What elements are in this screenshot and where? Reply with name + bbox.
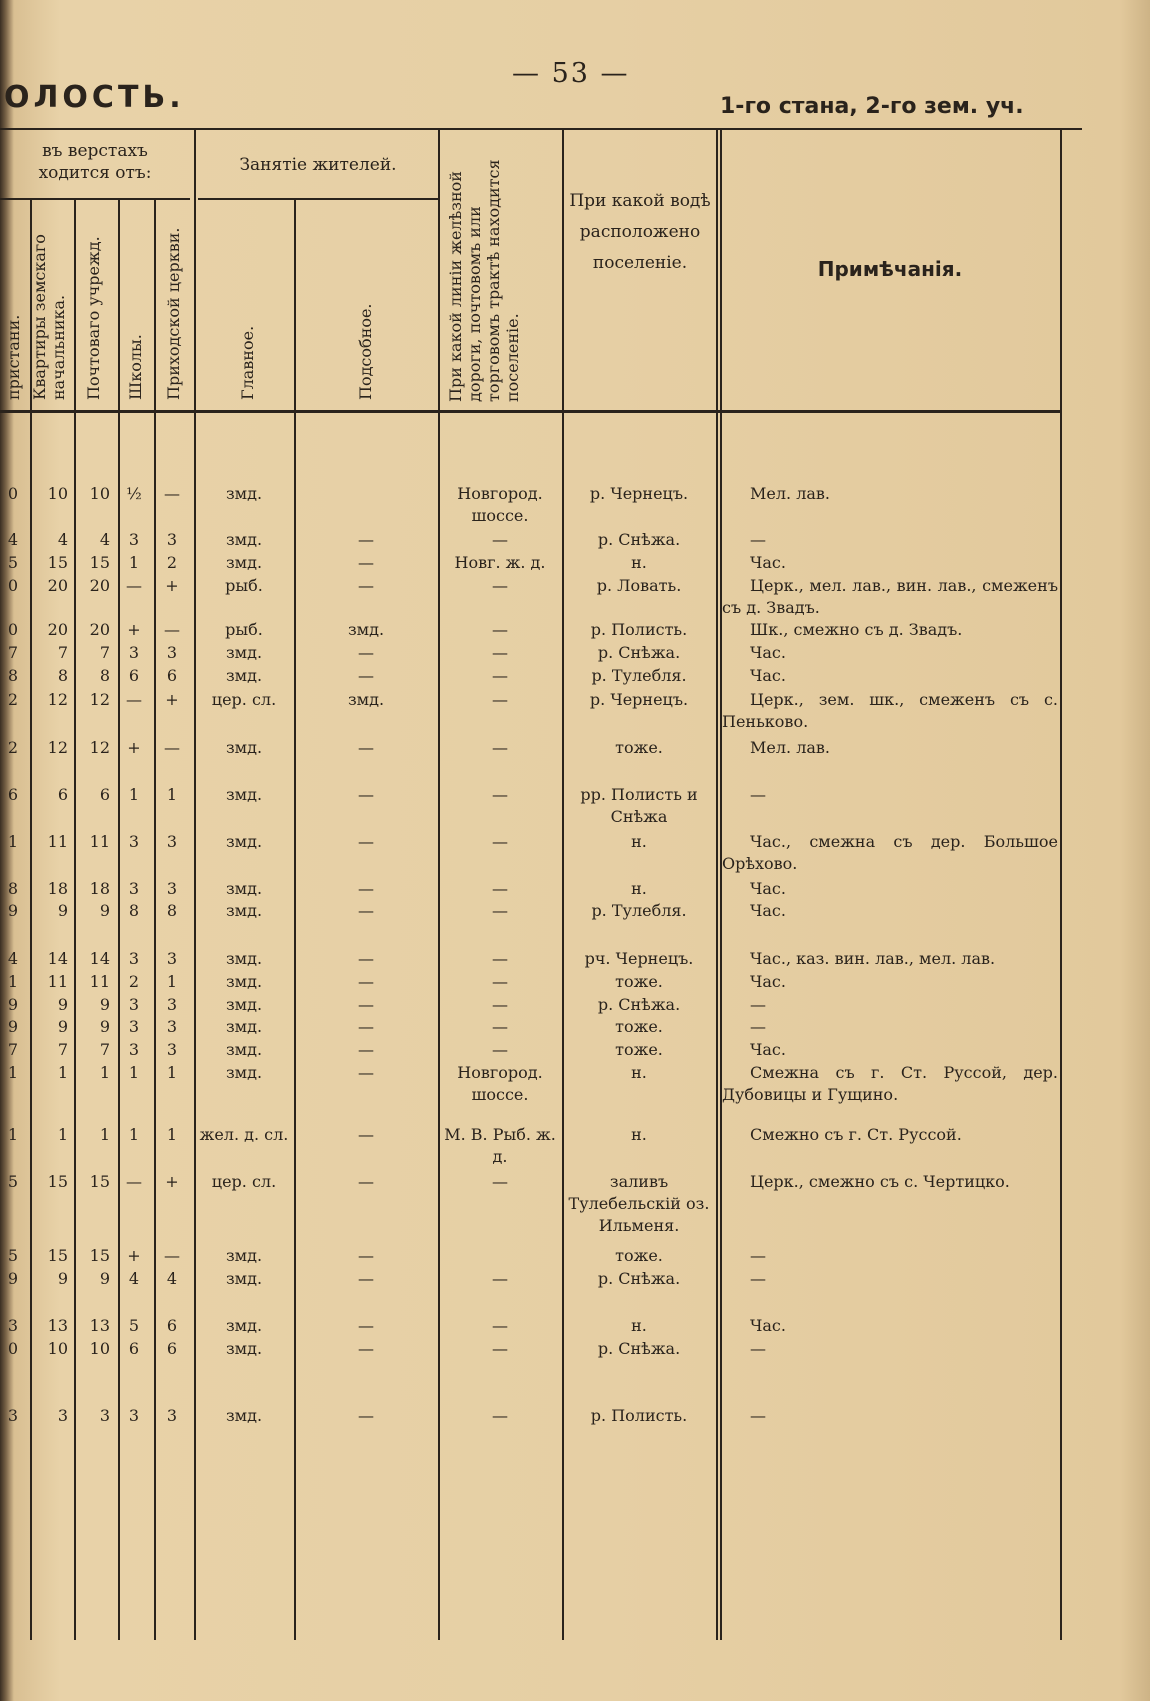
table-cell-d: —	[126, 690, 142, 709]
table-cell-b: 7	[57, 1040, 68, 1059]
table-cell-water: тоже.	[615, 738, 663, 757]
table-cell-a: 0	[7, 484, 18, 503]
table-cell-a: 9	[7, 1269, 18, 1288]
table-cell-d: 3	[128, 1406, 140, 1425]
table-cell-b: 13	[47, 1316, 68, 1335]
table-cell-c: 1	[99, 1063, 110, 1082]
table-cell-road: —	[492, 738, 508, 757]
table-cell-b: 15	[47, 1172, 68, 1191]
table-cell-main: рыб.	[225, 620, 263, 639]
table-cell-note: Мел. лав.	[750, 738, 830, 757]
table-cell-water: р. Снѣжа.	[597, 530, 681, 549]
table-cell-b: 20	[47, 620, 68, 639]
table-cell-a: 0	[7, 1339, 18, 1358]
table-cell-d: ½	[126, 484, 142, 503]
table-cell-road: —	[492, 690, 508, 709]
table-cell-main: змд.	[225, 1339, 263, 1358]
table-cell-e: 1	[166, 972, 178, 991]
table-cell-road: —	[492, 643, 508, 662]
table-cell-d: +	[127, 738, 141, 757]
table-cell-c: 10	[89, 1339, 110, 1358]
table-cell-water: рр. Полисть и Снѣжа	[580, 785, 698, 826]
table-cell-sec: —	[358, 553, 374, 572]
table-cell-b: 18	[47, 879, 68, 898]
table-cell-main: змд.	[225, 1017, 263, 1036]
table-cell-c: 20	[89, 620, 110, 639]
table-cell-note: Церк., мел. лав., вин. лав., смеженъ съ д. Звадъ.	[722, 576, 1058, 617]
table-cell-e: 1	[166, 1125, 178, 1144]
table-cell-c: 15	[89, 553, 110, 572]
table-cell-e: 2	[166, 553, 178, 572]
table-cell-a: 5	[7, 1172, 18, 1191]
table-cell-main: змд.	[225, 666, 263, 685]
table-cell-note: Мел. лав.	[750, 484, 830, 503]
header-col-e: Приходской церкви.	[164, 227, 183, 400]
header-road: При какой линіи желѣзной дороги, почтовомъ или торговомъ трактѣ находится поселеніе.	[446, 159, 522, 402]
table-cell-water: р. Снѣжа.	[597, 1339, 681, 1358]
table-cell-b: 9	[57, 901, 68, 920]
table-cell-road: Новгород. шоссе.	[457, 484, 543, 525]
table-cell-road: —	[492, 620, 508, 639]
table-cell-d: 3	[128, 530, 140, 549]
table-cell-d: 1	[128, 1125, 140, 1144]
table-cell-note: —	[750, 1406, 766, 1425]
group-header-rule	[0, 198, 190, 200]
table-cell-d: 5	[128, 1316, 140, 1335]
table-cell-e: 6	[166, 1339, 178, 1358]
table-cell-water: р. Снѣжа.	[597, 995, 681, 1014]
table-cell-e: —	[164, 620, 180, 639]
table-cell-water: р. Снѣжа.	[597, 643, 681, 662]
table-cell-e: +	[165, 690, 179, 709]
table-cell-water: тоже.	[615, 1246, 663, 1265]
table-cell-d: 3	[128, 879, 140, 898]
table-cell-main: змд.	[225, 1316, 263, 1335]
table-cell-road: Новгород. шоссе.	[457, 1063, 543, 1104]
table-cell-road: —	[492, 576, 508, 595]
table-cell-e: 1	[166, 785, 178, 804]
table-cell-road: —	[492, 530, 508, 549]
table-cell-water: р. Снѣжа.	[597, 1269, 681, 1288]
table-cell-d: 3	[128, 1040, 140, 1059]
table-cell-e: 3	[166, 643, 178, 662]
table-cell-e: 3	[166, 530, 178, 549]
table-cell-sec: —	[358, 738, 374, 757]
table-cell-water: р. Тулебля.	[591, 666, 687, 685]
table-cell-e: +	[165, 1172, 179, 1191]
table-cell-b: 4	[57, 530, 68, 549]
table-cell-note: —	[750, 785, 766, 804]
table-cell-main: змд.	[225, 949, 263, 968]
table-cell-note: —	[750, 530, 766, 549]
table-cell-a: 5	[7, 1246, 18, 1265]
table-cell-water: н.	[631, 832, 647, 851]
table-cell-a: 0	[7, 576, 18, 595]
table-cell-a: 3	[7, 1316, 18, 1335]
table-cell-e: —	[164, 484, 180, 503]
table-cell-b: 15	[47, 553, 68, 572]
table-cell-note: Час.	[750, 901, 786, 920]
table-cell-e: 4	[166, 1269, 178, 1288]
table-cell-c: 11	[89, 832, 110, 851]
header-right-title: 1-го стана, 2-го зем. уч.	[720, 94, 1024, 119]
page-number: — 53 —	[512, 58, 630, 89]
table-cell-sec: —	[358, 832, 374, 851]
table-cell-water: рч. Чернецъ.	[584, 949, 694, 968]
table-cell-e: 6	[166, 1316, 178, 1335]
table-cell-a: 2	[7, 690, 18, 709]
table-cell-d: 2	[128, 972, 140, 991]
table-cell-c: 15	[89, 1172, 110, 1191]
table-cell-c: 18	[89, 879, 110, 898]
table-cell-main: змд.	[225, 643, 263, 662]
table-cell-b: 1	[57, 1125, 68, 1144]
table-cell-main: змд.	[225, 484, 263, 503]
table-cell-b: 10	[47, 484, 68, 503]
table-cell-b: 11	[47, 972, 68, 991]
table-cell-a: 4	[7, 949, 18, 968]
table-cell-sec: —	[358, 1316, 374, 1335]
table-cell-water: р. Тулебля.	[591, 901, 687, 920]
table-cell-d: 4	[128, 1269, 140, 1288]
table-cell-sec: —	[358, 1063, 374, 1082]
table-cell-a: 0	[7, 620, 18, 639]
table-cell-sec: —	[358, 1017, 374, 1036]
table-cell-c: 12	[89, 738, 110, 757]
table-cell-e: 3	[166, 949, 178, 968]
table-cell-main: змд.	[225, 901, 263, 920]
table-cell-water: н.	[631, 1316, 647, 1335]
table-cell-c: 13	[89, 1316, 110, 1335]
table-cell-main: рыб.	[225, 576, 263, 595]
table-cell-e: +	[165, 576, 179, 595]
table-cell-sec: —	[358, 879, 374, 898]
table-cell-road: —	[492, 879, 508, 898]
header-bottom-rule	[0, 410, 1062, 413]
header-notes: Примѣчанія.	[817, 257, 963, 281]
table-cell-a: 2	[7, 738, 18, 757]
table-cell-sec: —	[358, 1125, 374, 1144]
table-cell-main: цер. сл.	[211, 1172, 277, 1191]
table-cell-d: 6	[128, 1339, 140, 1358]
table-cell-water: тоже.	[615, 1017, 663, 1036]
table-cell-c: 15	[89, 1246, 110, 1265]
table-cell-sec: —	[358, 1406, 374, 1425]
table-cell-e: —	[164, 738, 180, 757]
table-cell-b: 12	[47, 690, 68, 709]
table-cell-c: 14	[89, 949, 110, 968]
table-cell-b: 20	[47, 576, 68, 595]
table-cell-d: 8	[128, 901, 140, 920]
table-cell-main: змд.	[225, 972, 263, 991]
table-cell-main: змд.	[225, 1406, 263, 1425]
table-cell-road: —	[492, 901, 508, 920]
table-cell-a: 3	[7, 1406, 18, 1425]
table-cell-a: 7	[7, 643, 18, 662]
table-cell-sec: —	[358, 576, 374, 595]
table-cell-c: 6	[99, 785, 110, 804]
table-cell-e: 3	[166, 995, 178, 1014]
table-cell-sec: —	[358, 666, 374, 685]
table-cell-water: р. Чернецъ.	[589, 484, 689, 503]
table-cell-road: —	[492, 949, 508, 968]
table-cell-d: 1	[128, 785, 140, 804]
table-cell-sec: —	[358, 1269, 374, 1288]
table-cell-c: 11	[89, 972, 110, 991]
table-cell-c: 10	[89, 484, 110, 503]
table-cell-b: 3	[57, 1406, 68, 1425]
header-secondary: Подсобное.	[356, 303, 375, 400]
table-cell-main: змд.	[225, 832, 263, 851]
header-water: При какой водѣ расположено поселеніе.	[569, 191, 711, 273]
table-cell-sec: —	[358, 1246, 374, 1265]
table-cell-main: жел. д. сл.	[199, 1125, 289, 1144]
table-cell-e: 1	[166, 1063, 178, 1082]
table-cell-a: 1	[7, 1063, 18, 1082]
table-cell-note: —	[750, 1339, 766, 1358]
table-cell-d: 3	[128, 949, 140, 968]
table-cell-b: 8	[57, 666, 68, 685]
header-main: Главное.	[238, 325, 257, 400]
table-cell-main: змд.	[225, 1040, 263, 1059]
table-cell-b: 7	[57, 643, 68, 662]
table-cell-sec: —	[358, 1172, 374, 1191]
table-cell-road: —	[492, 995, 508, 1014]
table-cell-b: 15	[47, 1246, 68, 1265]
table-cell-b: 12	[47, 738, 68, 757]
table-cell-note: Час.	[750, 1316, 786, 1335]
table-cell-note: —	[750, 1269, 766, 1288]
table-cell-main: цер. сл.	[211, 690, 277, 709]
table-cell-road: —	[492, 832, 508, 851]
table-cell-c: 20	[89, 576, 110, 595]
table-cell-note: —	[750, 995, 766, 1014]
header-occupation-group: Занятіе жителей.	[239, 155, 397, 175]
table-cell-a: 8	[7, 879, 18, 898]
table-cell-main: змд.	[225, 1246, 263, 1265]
table-cell-sec: змд.	[347, 690, 385, 709]
table-cell-main: змд.	[225, 530, 263, 549]
table-cell-main: змд.	[225, 879, 263, 898]
table-cell-d: 3	[128, 832, 140, 851]
table-cell-c: 3	[99, 1406, 110, 1425]
header-col-b: Квартиры земскаго начальника.	[30, 234, 68, 400]
table-cell-a: 1	[7, 972, 18, 991]
table-cell-note: Шк., смежно съ д. Звадъ.	[750, 620, 963, 639]
table-cell-a: 9	[7, 1017, 18, 1036]
table-cell-note: Час., каз. вин. лав., мел. лав.	[750, 949, 996, 968]
table-cell-e: 3	[166, 1406, 178, 1425]
table-cell-water: н.	[631, 553, 647, 572]
table-cell-sec: —	[358, 949, 374, 968]
table-cell-road: —	[492, 1406, 508, 1425]
table-cell-note: Церк., смежно съ с. Чертицко.	[750, 1172, 1010, 1191]
table-cell-water: р. Ловать.	[596, 576, 682, 595]
table-cell-main: змд.	[225, 995, 263, 1014]
table-cell-a: 9	[7, 995, 18, 1014]
table-cell-main: змд.	[225, 785, 263, 804]
table-cell-water: н.	[631, 879, 647, 898]
table-cell-road: —	[492, 1040, 508, 1059]
table-cell-a: 9	[7, 901, 18, 920]
table-cell-note: Смежно съ г. Ст. Руссой.	[750, 1125, 962, 1144]
table-top-rule	[0, 128, 1082, 130]
table-cell-c: 12	[89, 690, 110, 709]
table-cell-road: —	[492, 1172, 508, 1191]
table-cell-d: +	[127, 620, 141, 639]
header-col-d: Школы.	[126, 334, 145, 400]
table-cell-d: 1	[128, 1063, 140, 1082]
table-cell-road: Новг. ж. д.	[454, 553, 546, 572]
table-cell-a: 8	[7, 666, 18, 685]
table-cell-d: 3	[128, 1017, 140, 1036]
table-cell-note: Час.	[750, 1040, 786, 1059]
table-cell-c: 4	[99, 530, 110, 549]
table-cell-e: 3	[166, 1017, 178, 1036]
table-cell-road: —	[492, 1017, 508, 1036]
table-cell-c: 1	[99, 1125, 110, 1144]
header-col-c: Почтоваго учрежд.	[84, 236, 103, 400]
table-cell-sec: —	[358, 785, 374, 804]
table-cell-b: 14	[47, 949, 68, 968]
table-cell-sec: —	[358, 1339, 374, 1358]
table-cell-a: 4	[7, 530, 18, 549]
table-cell-b: 9	[57, 1269, 68, 1288]
table-cell-d: 6	[128, 666, 140, 685]
table-cell-road: —	[492, 972, 508, 991]
table-cell-water: р. Полисть.	[590, 1406, 688, 1425]
table-cell-b: 9	[57, 1017, 68, 1036]
table-cell-e: 3	[166, 1040, 178, 1059]
table-cell-b: 10	[47, 1339, 68, 1358]
table-cell-main: змд.	[225, 553, 263, 572]
col-rule-right	[1060, 130, 1062, 1640]
table-cell-d: +	[127, 1246, 141, 1265]
table-cell-c: 8	[99, 666, 110, 685]
table-cell-note: Час.	[750, 553, 786, 572]
table-cell-c: 9	[99, 995, 110, 1014]
table-cell-e: 3	[166, 879, 178, 898]
table-cell-a: 6	[7, 785, 18, 804]
table-cell-a: 5	[7, 553, 18, 572]
table-cell-sec: —	[358, 972, 374, 991]
table-cell-a: 7	[7, 1040, 18, 1059]
table-cell-note: —	[750, 1017, 766, 1036]
table-cell-sec: —	[358, 1040, 374, 1059]
table-cell-b: 9	[57, 995, 68, 1014]
table-cell-water: р. Полисть.	[590, 620, 688, 639]
table-cell-a: 1	[7, 832, 18, 851]
table-cell-b: 6	[57, 785, 68, 804]
table-cell-water: р. Чернецъ.	[589, 690, 689, 709]
table-cell-water: н.	[631, 1063, 647, 1082]
table-cell-b: 1	[57, 1063, 68, 1082]
table-cell-d: 3	[128, 643, 140, 662]
table-cell-d: —	[126, 1172, 142, 1191]
table-cell-note: Час.	[750, 643, 786, 662]
table-cell-e: 6	[166, 666, 178, 685]
table-cell-water: тоже.	[615, 1040, 663, 1059]
table-cell-e: 3	[166, 832, 178, 851]
table-cell-c: 9	[99, 1269, 110, 1288]
table-cell-c: 7	[99, 643, 110, 662]
table-cell-c: 7	[99, 1040, 110, 1059]
occupation-header-rule	[198, 198, 438, 200]
header-distance-group: въ верстахъ ходится отъ:	[38, 141, 152, 183]
table-cell-water: заливъ Тулебельскій оз. Ильменя.	[568, 1172, 710, 1235]
table-cell-note: Церк., зем. шк., смеженъ съ с. Пеньково.	[722, 690, 1058, 731]
table-cell-road: —	[492, 785, 508, 804]
table-cell-note: Час.	[750, 972, 786, 991]
table-cell-main: змд.	[225, 1269, 263, 1288]
table-cell-main: змд.	[225, 738, 263, 757]
table-cell-e: 8	[166, 901, 178, 920]
table-cell-b: 11	[47, 832, 68, 851]
table-cell-main: змд.	[225, 1063, 263, 1082]
table-cell-sec: —	[358, 530, 374, 549]
table-cell-d: 1	[128, 553, 140, 572]
table-cell-note: Час.	[750, 666, 786, 685]
table-cell-sec: змд.	[347, 620, 385, 639]
header-col-a: пристани.	[4, 314, 23, 400]
table-cell-road: М. В. Рыб. ж. д.	[444, 1125, 556, 1166]
table-cell-d: 3	[128, 995, 140, 1014]
table-cell-sec: —	[358, 995, 374, 1014]
table-cell-road: —	[492, 666, 508, 685]
table-cell-d: —	[126, 576, 142, 595]
table-cell-note: —	[750, 1246, 766, 1265]
table-cell-c: 9	[99, 901, 110, 920]
table-cell-sec: —	[358, 643, 374, 662]
table-cell-road: —	[492, 1269, 508, 1288]
header-left-title: ОЛОСТЬ.	[4, 80, 185, 115]
table-cell-road: —	[492, 1339, 508, 1358]
table-cell-note: Смежна съ г. Ст. Руссой, дер. Дубовицы и Гущино.	[722, 1063, 1058, 1104]
table-cell-water: н.	[631, 1125, 647, 1144]
table-cell-note: Час.	[750, 879, 786, 898]
table-cell-c: 9	[99, 1017, 110, 1036]
col-rule-9	[716, 130, 718, 1640]
table-cell-water: тоже.	[615, 972, 663, 991]
table-cell-note: Час., смежна съ дер. Большое Орѣхово.	[722, 832, 1058, 873]
table-cell-e: —	[164, 1246, 180, 1265]
table-cell-sec: —	[358, 901, 374, 920]
table-cell-road: —	[492, 1316, 508, 1335]
table-cell-a: 1	[7, 1125, 18, 1144]
